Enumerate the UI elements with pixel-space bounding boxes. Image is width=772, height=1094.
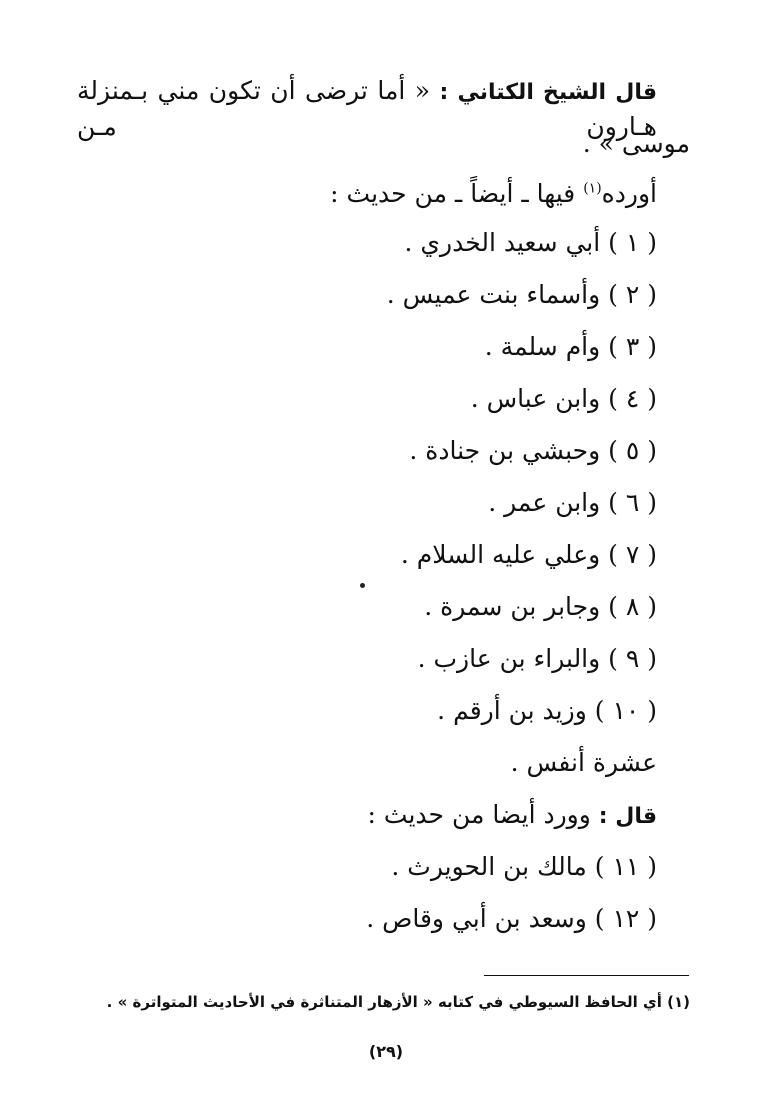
footnote-divider xyxy=(484,975,689,976)
hadith-quote-part-1: « أما ترضى أن تكون مني بـمنزلة هـارون مـن xyxy=(77,76,657,141)
intro-line-2 xyxy=(583,127,690,161)
narrator-name: وأم سلمة . xyxy=(484,332,601,361)
narrator-number: ( ١ ) xyxy=(608,228,657,257)
footnote-text: (١) أي الحافظ السيوطي في كتابه « الأزهار المتناثرة في الأحاديث المتواترة » . xyxy=(106,993,690,1011)
narrator-number: ( ٣ ) xyxy=(608,332,657,361)
second-section-line xyxy=(368,798,657,834)
narrator-number: ( ١٠ ) xyxy=(594,696,657,725)
narrator-number: ( ٩ ) xyxy=(608,644,657,673)
narrator-item xyxy=(391,850,657,884)
narrator-item xyxy=(366,902,657,936)
second-section-text: وورد أيضا من حديث : xyxy=(367,800,591,829)
intro-line-1 xyxy=(77,74,657,144)
narrator-item xyxy=(437,694,657,728)
narrator-name: وسعد بن أبي وقاص . xyxy=(366,904,587,933)
narrator-item xyxy=(405,226,657,260)
narration-text-after: فيها ـ أيضاً ـ من حديث : xyxy=(330,179,584,208)
stray-dot-mark xyxy=(360,583,365,588)
narrator-name: وزيد بن أرقم . xyxy=(437,696,587,725)
narration-line xyxy=(330,177,657,211)
narrator-number: ( ٧ ) xyxy=(608,540,657,569)
narrator-name: وجابر بن سمرة . xyxy=(424,592,601,621)
shaykh-label: قال الشيخ الكتاني : xyxy=(439,80,657,105)
narrator-name: وعلي عليه السلام . xyxy=(400,540,601,569)
narrator-number: ( ١١ ) xyxy=(594,852,657,881)
narrator-number: ( ٥ ) xyxy=(608,436,657,465)
summary-text: عشرة أنفس . xyxy=(510,748,657,777)
narrator-item xyxy=(409,434,657,468)
hadith-quote-part-2: موسى » . xyxy=(582,129,690,158)
page-number: (٢٩) xyxy=(368,1042,404,1061)
narrator-name: وابن عمر . xyxy=(488,488,601,517)
narrator-number: ( ٦ ) xyxy=(608,488,657,517)
narrator-name: مالك بن الحويرث . xyxy=(391,852,587,881)
footnote-reference: (١) xyxy=(583,180,602,197)
narrator-number: ( ٨ ) xyxy=(608,592,657,621)
summary-line xyxy=(511,746,657,780)
narrator-item xyxy=(485,330,657,364)
narrator-name: وحبشي بن جنادة . xyxy=(409,436,601,465)
narrator-item xyxy=(401,538,657,572)
narrator-item xyxy=(424,590,657,624)
narrator-item xyxy=(418,642,657,676)
narrator-item xyxy=(471,382,657,416)
narrator-number: ( ٢ ) xyxy=(608,280,657,309)
narrator-number: ( ١٢ ) xyxy=(594,904,657,933)
narrator-name: وأسماء بنت عميس . xyxy=(386,280,601,309)
narrator-name: أبي سعيد الخدري . xyxy=(404,228,601,257)
said-label: قال : xyxy=(598,804,657,829)
narrator-item xyxy=(387,278,657,312)
narration-text-before: أورده xyxy=(601,179,657,208)
narrator-name: والبراء بن عازب . xyxy=(417,644,601,673)
narrator-number: ( ٤ ) xyxy=(608,384,657,413)
narrator-item xyxy=(488,486,657,520)
narrator-name: وابن عباس . xyxy=(470,384,601,413)
